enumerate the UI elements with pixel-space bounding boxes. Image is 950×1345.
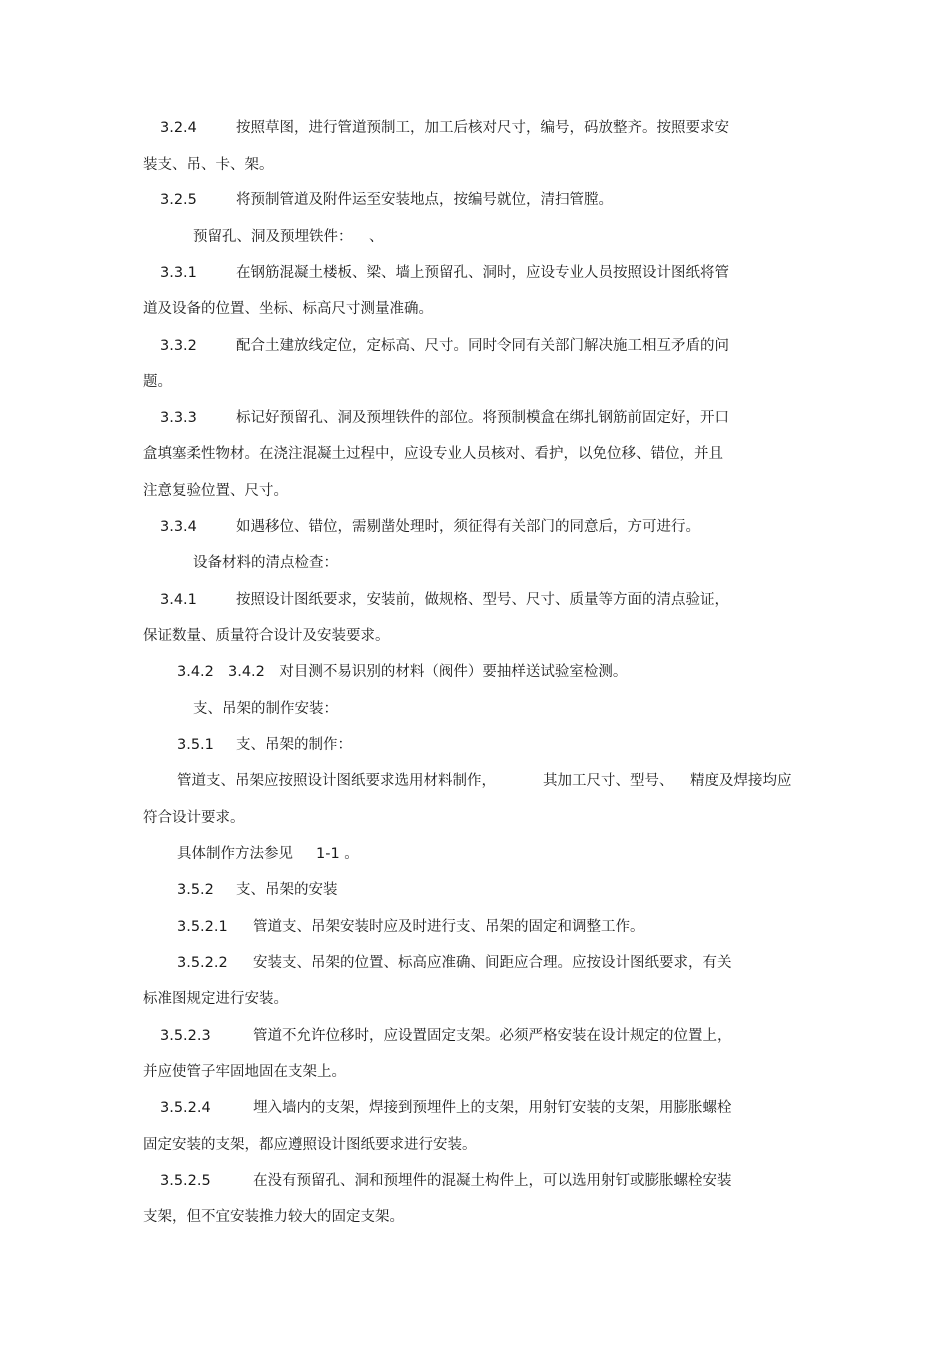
figure-reference: 1-1 。: [316, 846, 359, 862]
body-text: 管道支、吊架应按照设计图纸要求选用材料制作，: [177, 773, 496, 789]
body-text: 精度及焊接均应: [690, 773, 792, 789]
clause-text: 将预制管道及附件运至安装地点，按编号就位，清扫管膛。: [236, 192, 613, 208]
section-heading: 支、吊架的制作安装：: [193, 701, 338, 717]
clause-number: 3.2.4: [160, 120, 197, 136]
clause-number: 3.5.2.3: [160, 1028, 211, 1044]
clause-number: 3.2.5: [160, 192, 197, 208]
clause-continuation: 道及设备的位置、坐标、标高尺寸测量准确。: [143, 301, 433, 317]
clause-continuation: 标准图规定进行安装。: [143, 991, 288, 1007]
clause-text: 如遇移位、错位，需剔凿处理时，须征得有关部门的同意后，方可进行。: [236, 519, 700, 535]
clause-text: 在钢筋混凝土楼板、梁、墙上预留孔、洞时，应设专业人员按照设计图纸将管: [236, 265, 729, 281]
body-text: 其加工尺寸、型号、: [543, 773, 674, 789]
clause-continuation: 支架，但不宜安装推力较大的固定支架。: [143, 1209, 404, 1225]
body-text: 具体制作方法参见: [177, 846, 293, 862]
clause-text: 管道支、吊架安装时应及时进行支、吊架的固定和调整工作。: [253, 919, 645, 935]
clause-number: 3.4.1: [160, 592, 197, 608]
clause-number: 3.5.2: [177, 882, 214, 898]
clause-number: 3.5.2.1: [177, 919, 228, 935]
clause-continuation: 符合设计要求。: [143, 810, 245, 826]
clause-number: 3.3.1: [160, 265, 197, 281]
clause-text: 在没有预留孔、洞和预埋件的混凝土构件上，可以选用射钉或膨胀螺栓安装: [253, 1173, 732, 1189]
clause-number: 3.5.2.4: [160, 1100, 211, 1116]
clause-text: 按照草图，进行管道预制工，加工后核对尺寸，编号，码放整齐。按照要求安: [236, 120, 729, 136]
clause-continuation: 保证数量、质量符合设计及安装要求。: [143, 628, 390, 644]
clause-number: 3.5.2.2: [177, 955, 228, 971]
clause-continuation: 并应使管子牢固地固在支架上。: [143, 1064, 346, 1080]
clause-text: 支、吊架的安装: [236, 882, 338, 898]
clause-number: 3.4.2: [177, 664, 214, 680]
clause-text: 埋入墙内的支架，焊接到预埋件上的支架，用射钉安装的支架，用膨胀螺栓: [253, 1100, 732, 1116]
clause-number: 3.3.4: [160, 519, 197, 535]
clause-text: 管道不允许位移时，应设置固定支架。必须严格安装在设计规定的位置上，: [253, 1028, 732, 1044]
clause-continuation: 题。: [143, 374, 172, 390]
clause-number: 3.3.2: [160, 338, 197, 354]
clause-number: 3.3.3: [160, 410, 197, 426]
clause-text: 安装支、吊架的位置、标高应准确、间距应合理。应按设计图纸要求，有关: [253, 955, 732, 971]
section-heading: 设备材料的清点检查：: [193, 555, 338, 571]
heading-mark: 、: [369, 229, 384, 245]
clause-text: 标记好预留孔、洞及预埋铁件的部位。将预制模盒在绑扎钢筋前固定好，开口: [236, 410, 729, 426]
clause-number: 3.5.1: [177, 737, 214, 753]
clause-text: 配合土建放线定位，定标高、尺寸。同时令同有关部门解决施工相互矛盾的问: [236, 338, 729, 354]
clause-continuation: 注意复验位置、尺寸。: [143, 483, 288, 499]
section-heading: 预留孔、洞及预埋铁件：: [193, 229, 353, 245]
clause-text: 按照设计图纸要求，安装前，做规格、型号、尺寸、质量等方面的清点验证，: [236, 592, 729, 608]
clause-text: 3.4.2 对目测不易识别的材料（阀件）要抽样送试验室检测。: [228, 664, 628, 680]
clause-text: 支、吊架的制作：: [236, 737, 352, 753]
clause-continuation: 盒填塞柔性物材。在浇注混凝土过程中，应设专业人员核对、看护，以免位移、错位，并且: [143, 446, 723, 462]
clause-continuation: 固定安装的支架，都应遵照设计图纸要求进行安装。: [143, 1137, 477, 1153]
clause-continuation: 装支、吊、卡、架。: [143, 157, 274, 173]
clause-number: 3.5.2.5: [160, 1173, 211, 1189]
